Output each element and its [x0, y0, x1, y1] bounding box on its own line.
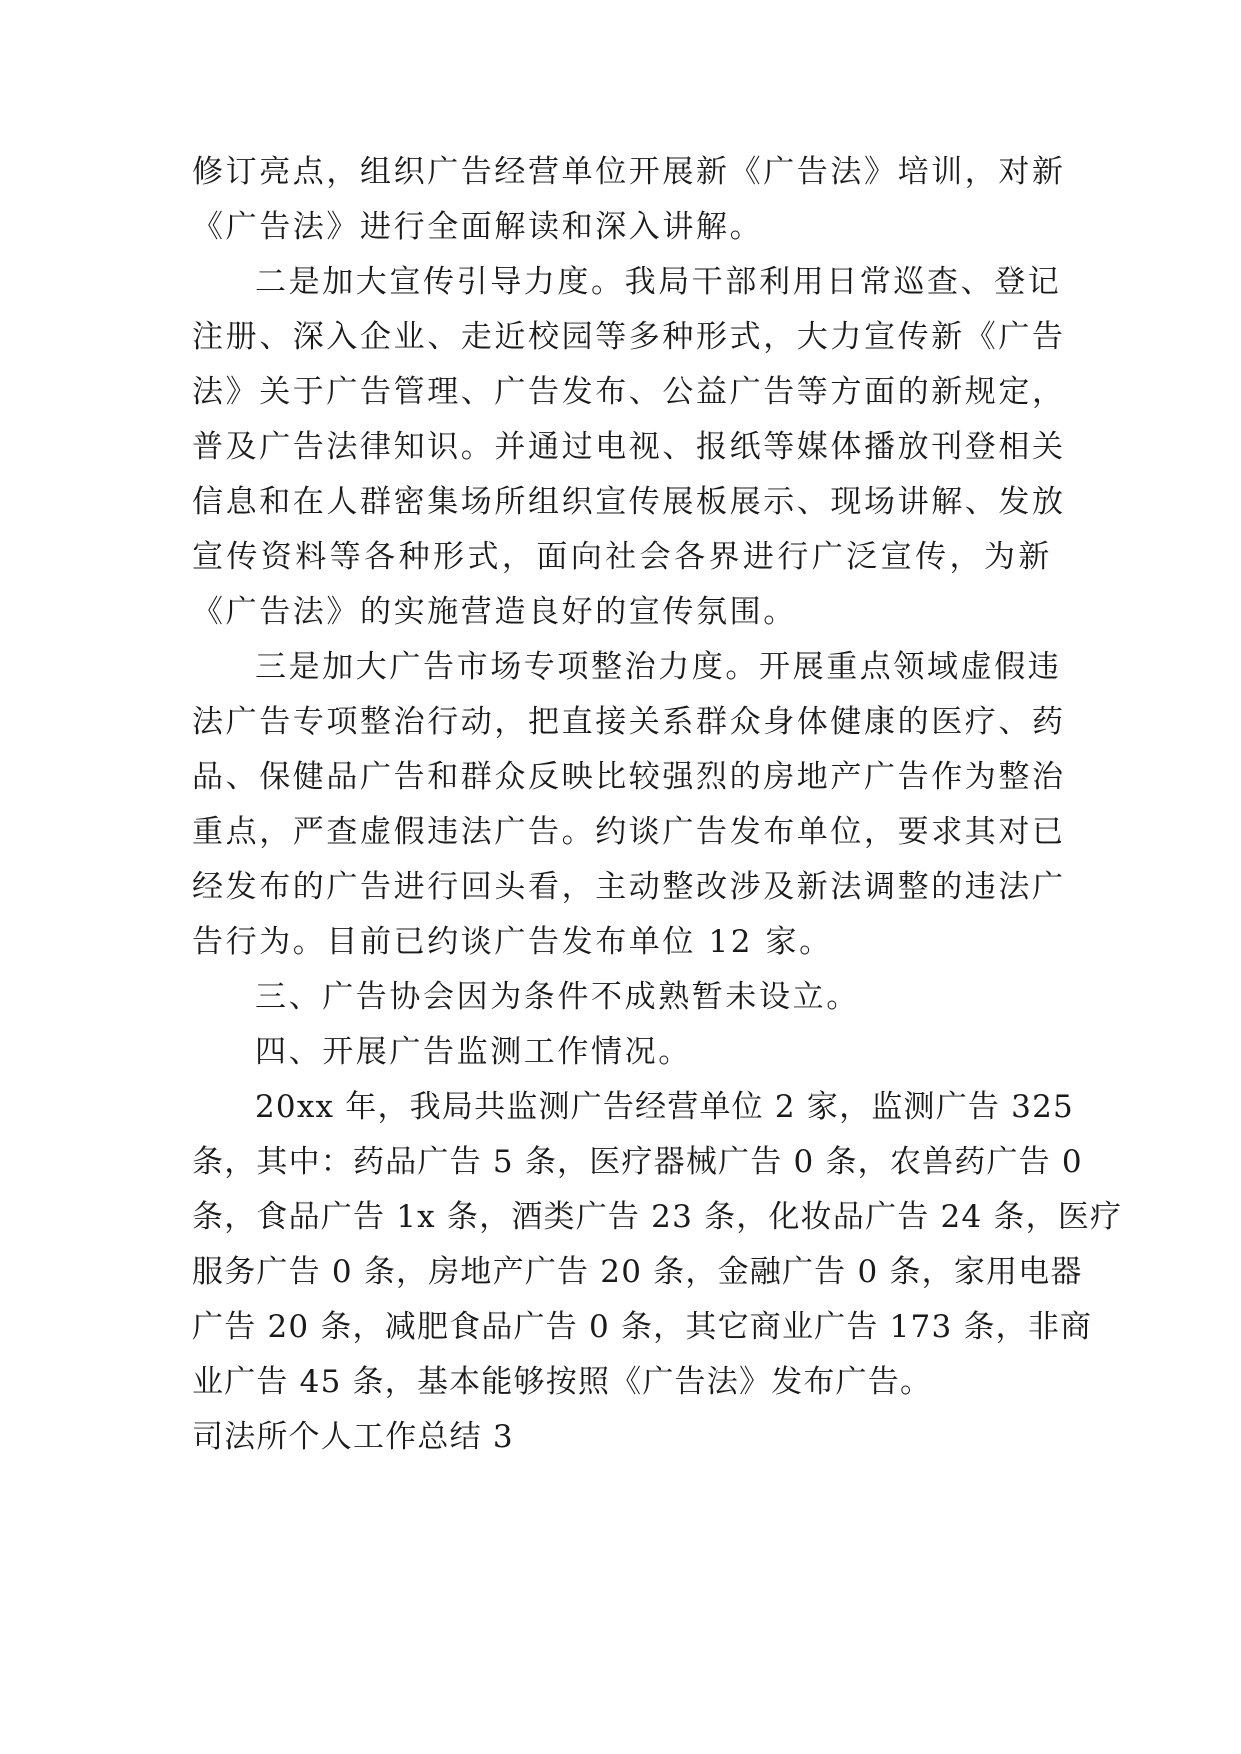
paragraph-line: 宣传资料等各种形式，面向社会各界进行广泛宣传，为新	[192, 539, 1052, 575]
paragraph-line: 经发布的广告进行回头看，主动整改涉及新法调整的违法广	[192, 869, 1066, 905]
paragraph-line: 条，食品广告 1x 条，酒类广告 23 条，化妆品广告 24 条，医疗	[192, 1199, 1123, 1235]
paragraph-line: 广告 20 条，减肥食品广告 0 条，其它商业广告 173 条，非商	[192, 1309, 1093, 1345]
paragraph-line: 告行为。目前已约谈广告发布单位 12 家。	[192, 924, 833, 960]
paragraph-line: 《广告法》进行全面解读和深入讲解。	[192, 209, 764, 245]
paragraph-line: 法》关于广告管理、广告发布、公益广告等方面的新规定，	[192, 374, 1066, 410]
section-heading: 三、广告协会因为条件不成熟暂未设立。	[255, 979, 860, 1015]
paragraph-line: 《广告法》的实施营造良好的宣传氛围。	[192, 594, 797, 630]
section-heading: 四、开展广告监测工作情况。	[255, 1034, 692, 1070]
paragraph-line: 三是加大广告市场专项整治力度。开展重点领域虚假违	[255, 649, 1062, 685]
paragraph-line: 法广告专项整治行动，把直接关系群众身体健康的医疗、药	[192, 704, 1066, 740]
paragraph-line: 二是加大宣传引导力度。我局干部利用日常巡查、登记	[255, 264, 1062, 300]
paragraph-line: 品、保健品广告和群众反映比较强烈的房地产广告作为整治	[192, 759, 1066, 795]
paragraph-line: 服务广告 0 条，房地产广告 20 条，金融广告 0 条，家用电器	[192, 1254, 1083, 1290]
paragraph-line: 业广告 45 条，基本能够按照《广告法》发布广告。	[192, 1364, 933, 1400]
paragraph-line: 重点，严查虚假违法广告。约谈广告发布单位，要求其对已	[192, 814, 1066, 850]
paragraph-line: 普及广告法律知识。并通过电视、报纸等媒体播放刊登相关	[192, 429, 1066, 465]
paragraph-line: 条，其中：药品广告 5 条，医疗器械广告 0 条，农兽药广告 0	[192, 1144, 1083, 1180]
paragraph-line: 20xx 年，我局共监测广告经营单位 2 家，监测广告 325	[255, 1089, 1074, 1125]
paragraph-line: 修订亮点，组织广告经营单位开展新《广告法》培训，对新	[192, 154, 1066, 190]
paragraph-line: 信息和在人群密集场所组织宣传展板展示、现场讲解、发放	[192, 484, 1066, 520]
section-title: 司法所个人工作总结 3	[192, 1419, 514, 1455]
paragraph-line: 注册、深入企业、走近校园等多种形式，大力宣传新《广告	[192, 319, 1066, 355]
